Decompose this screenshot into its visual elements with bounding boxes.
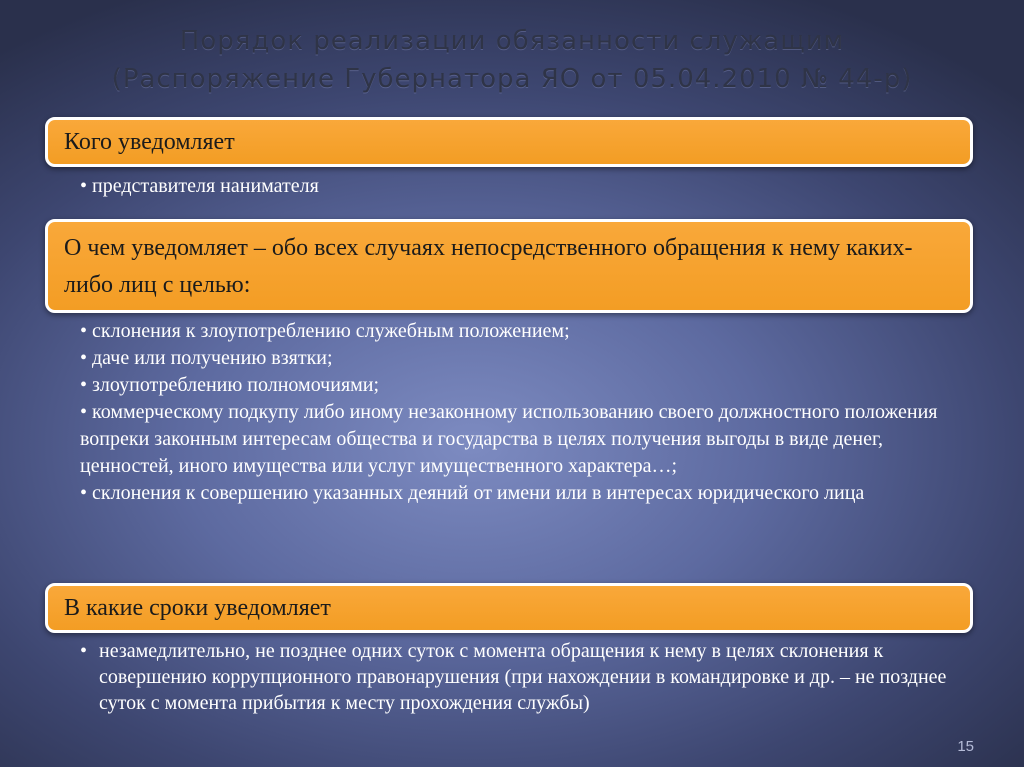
section-heading-what: О чем уведомляет – обо всех случаях непосредственного обращения к нему каких-либо лиц с целью: (45, 219, 973, 313)
section-list-what (80, 318, 980, 507)
list-item: • даче или получению взятки; (80, 347, 333, 369)
list-item: • склонения к злоупотреблению служебным положением; (80, 320, 570, 342)
list-item: • склонения к совершению указанных деяний от имени или в интересах юридического лица (80, 482, 865, 504)
section-heading-who: Кого уведомляет (45, 117, 973, 167)
bullet: • (80, 640, 88, 662)
page-number: 15 (957, 738, 974, 755)
list-item (80, 638, 980, 716)
list-item: • коммерческому подкупу либо иному незаконному использованию своего должностного положения вопреки законным интересам общества и государства в целях получения выгоды в виде денег, ценностей, иного имущества или услуг имущественного характера…; (80, 401, 938, 477)
list-item: • злоупотреблению полномочиями; (80, 374, 380, 396)
section-list-when (80, 638, 980, 716)
list-item-text: незамедлительно, не позднее одних суток с момента обращения к нему в целях склонения к совершению коррупционного правонарушения (при нахождении в командировке и др. – не позднее суток с момента прибытия к месту прохождения службы) (99, 640, 947, 714)
section-heading-when: В какие сроки уведомляет (45, 583, 973, 633)
slide-title (0, 22, 1024, 98)
title-line-2: (Распоряжение Губернатора ЯО от 05.04.2010 № 44-р) (111, 64, 913, 94)
section-list-who (80, 173, 980, 199)
title-line-1: Порядок реализации обязанности служащим (179, 26, 845, 56)
list-item: • представителя нанимателя (80, 175, 319, 197)
